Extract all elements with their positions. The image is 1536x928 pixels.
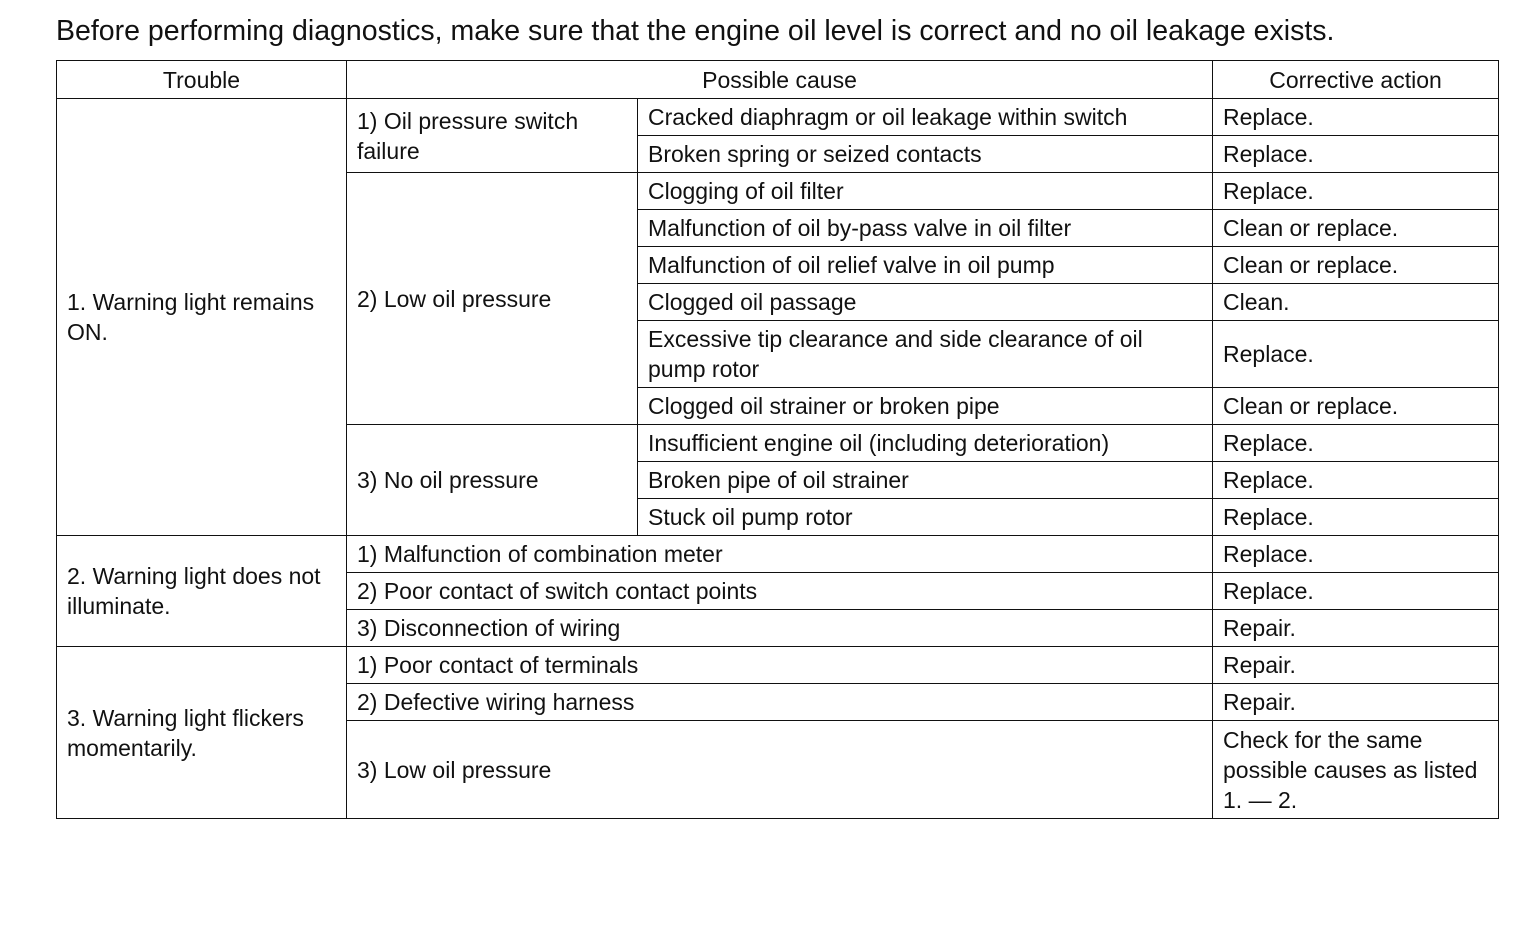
cause-cell: 2) Defective wiring harness <box>347 684 1213 721</box>
detail-cell: Clogged oil strainer or broken pipe <box>638 388 1213 425</box>
action-cell: Repair. <box>1213 610 1499 647</box>
detail-cell: Malfunction of oil by-pass valve in oil filter <box>638 210 1213 247</box>
action-cell: Clean or replace. <box>1213 247 1499 284</box>
action-cell: Repair. <box>1213 684 1499 721</box>
action-cell: Replace. <box>1213 136 1499 173</box>
action-cell: Replace. <box>1213 99 1499 136</box>
header-possible-cause: Possible cause <box>347 61 1213 99</box>
trouble-cell: 1. Warning light remains ON. <box>57 99 347 536</box>
cause-cell: 1) Malfunction of combination meter <box>347 536 1213 573</box>
cause-cell: 1) Poor contact of terminals <box>347 647 1213 684</box>
action-cell: Clean. <box>1213 284 1499 321</box>
detail-cell: Stuck oil pump rotor <box>638 499 1213 536</box>
diagnostics-table <box>56 60 1499 819</box>
header-row <box>57 61 1499 99</box>
cause-cell: 2) Poor contact of switch contact points <box>347 573 1213 610</box>
detail-cell: Broken pipe of oil strainer <box>638 462 1213 499</box>
cause-cell: 3) No oil pressure <box>347 425 638 536</box>
cause-cell: 3) Low oil pressure <box>347 721 1213 819</box>
intro-note: Before performing diagnostics, make sure that the engine oil level is correct and no oil leakage exists. <box>56 15 1335 47</box>
detail-cell: Broken spring or seized contacts <box>638 136 1213 173</box>
table-row <box>57 99 1499 136</box>
header-corrective-action: Corrective action <box>1213 61 1499 99</box>
table-row <box>57 647 1499 684</box>
trouble-cell: 2. Warning light does not illuminate. <box>57 536 347 647</box>
detail-cell: Excessive tip clearance and side clearance of oil pump rotor <box>638 321 1213 388</box>
detail-cell: Insufficient engine oil (including deterioration) <box>638 425 1213 462</box>
action-cell: Replace. <box>1213 462 1499 499</box>
cause-cell: 3) Disconnection of wiring <box>347 610 1213 647</box>
trouble-cell: 3. Warning light flickers momentarily. <box>57 647 347 819</box>
action-cell: Check for the same possible causes as listed 1. — 2. <box>1213 721 1499 819</box>
cause-cell: 1) Oil pressure switch failure <box>347 99 638 173</box>
action-cell: Replace. <box>1213 173 1499 210</box>
action-cell: Replace. <box>1213 536 1499 573</box>
action-cell: Clean or replace. <box>1213 388 1499 425</box>
header-trouble: Trouble <box>57 61 347 99</box>
detail-cell: Clogged oil passage <box>638 284 1213 321</box>
cause-cell: 2) Low oil pressure <box>347 173 638 425</box>
action-cell: Replace. <box>1213 499 1499 536</box>
action-cell: Replace. <box>1213 321 1499 388</box>
action-cell: Clean or replace. <box>1213 210 1499 247</box>
table-row <box>57 536 1499 573</box>
action-cell: Replace. <box>1213 573 1499 610</box>
action-cell: Repair. <box>1213 647 1499 684</box>
detail-cell: Malfunction of oil relief valve in oil pump <box>638 247 1213 284</box>
detail-cell: Cracked diaphragm or oil leakage within switch <box>638 99 1213 136</box>
detail-cell: Clogging of oil filter <box>638 173 1213 210</box>
action-cell: Replace. <box>1213 425 1499 462</box>
